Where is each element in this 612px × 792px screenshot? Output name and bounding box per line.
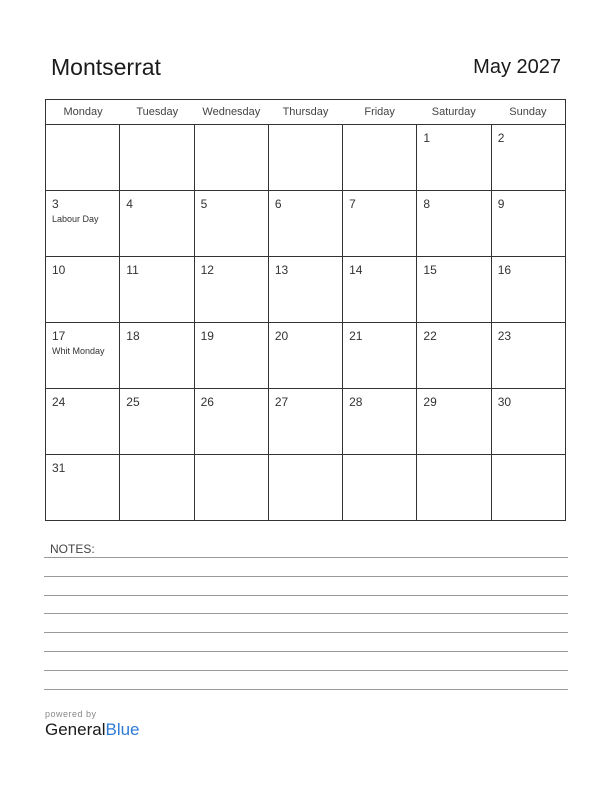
day-number: 8 [423, 197, 431, 211]
weekday-header-row [46, 100, 565, 125]
weekday-friday: Friday [364, 106, 395, 118]
day-cell[interactable] [343, 257, 417, 322]
notes-label: NOTES: [50, 542, 95, 556]
week-row [46, 191, 565, 257]
day-cell[interactable] [492, 389, 565, 454]
day-cell[interactable] [343, 191, 417, 256]
day-number: 23 [497, 329, 512, 343]
day-number: 14 [349, 263, 363, 277]
week-row [46, 323, 565, 389]
day-number: 31 [52, 461, 66, 475]
day-number: 6 [274, 197, 282, 211]
brand-logo [45, 720, 140, 740]
day-cell[interactable] [417, 455, 491, 520]
day-cell[interactable] [269, 191, 343, 256]
day-cell[interactable] [120, 125, 194, 190]
weekday-monday: Monday [63, 106, 103, 118]
note-line [44, 576, 568, 577]
day-cell[interactable] [343, 125, 417, 190]
day-cell[interactable] [46, 191, 120, 256]
day-number: 3 [52, 197, 59, 211]
day-cell[interactable] [492, 257, 565, 322]
day-number: 17 [52, 329, 66, 343]
holiday-label: Labour Day [52, 214, 99, 224]
day-cell[interactable] [195, 389, 269, 454]
day-cell[interactable] [417, 125, 491, 190]
weekday-wednesday: Wednesday [202, 106, 261, 118]
brand-general: General [45, 720, 106, 739]
day-number: 11 [126, 263, 139, 277]
day-cell[interactable] [343, 323, 417, 388]
day-cell[interactable] [492, 455, 565, 520]
day-number: 24 [52, 395, 66, 409]
day-cell[interactable] [120, 257, 194, 322]
day-number: 10 [52, 263, 66, 277]
holiday-label: Whit Monday [52, 346, 105, 356]
day-cell[interactable] [46, 455, 120, 520]
day-number: 16 [497, 263, 512, 277]
day-cell[interactable] [46, 389, 120, 454]
day-cell[interactable] [343, 389, 417, 454]
note-line [44, 651, 568, 652]
day-number: 2 [497, 131, 505, 145]
day-cell[interactable] [195, 323, 269, 388]
day-number: 22 [423, 329, 437, 343]
day-cell[interactable] [269, 455, 343, 520]
day-cell[interactable] [492, 323, 565, 388]
day-cell[interactable] [269, 125, 343, 190]
week-row [46, 455, 565, 520]
day-cell[interactable] [120, 389, 194, 454]
day-cell[interactable] [195, 191, 269, 256]
day-cell[interactable] [417, 389, 491, 454]
powered-by-text: powered by [45, 709, 97, 719]
day-number: 27 [274, 395, 289, 409]
day-number: 30 [497, 395, 512, 409]
day-cell[interactable] [269, 323, 343, 388]
day-number: 20 [274, 329, 289, 343]
weekday-tuesday: Tuesday [136, 106, 179, 118]
day-number: 9 [497, 197, 505, 211]
day-cell[interactable] [120, 455, 194, 520]
day-cell[interactable] [195, 125, 269, 190]
day-cell[interactable] [417, 191, 491, 256]
generalblue-brand [45, 709, 140, 740]
week-row [46, 257, 565, 323]
day-number: 29 [423, 395, 437, 409]
day-cell[interactable] [492, 125, 565, 190]
day-cell[interactable] [46, 323, 120, 388]
weekday-thursday: Thursday [282, 106, 329, 118]
day-number: 12 [200, 263, 214, 277]
day-number: 15 [423, 263, 437, 277]
calendar-grid [45, 99, 566, 521]
day-number: 21 [349, 329, 363, 343]
day-number: 13 [274, 263, 289, 277]
day-cell[interactable] [492, 191, 565, 256]
day-cell[interactable] [417, 257, 491, 322]
day-number: 26 [200, 395, 214, 409]
day-cell[interactable] [120, 323, 194, 388]
note-line [44, 613, 568, 614]
day-cell[interactable] [46, 257, 120, 322]
day-number: 5 [200, 197, 208, 211]
day-number: 4 [126, 197, 133, 211]
day-cell[interactable] [269, 257, 343, 322]
day-cell[interactable] [46, 125, 120, 190]
day-cell[interactable] [269, 389, 343, 454]
day-number: 7 [349, 197, 356, 211]
day-number: 19 [200, 329, 214, 343]
calendar-month: May 2027 [473, 56, 561, 78]
note-line [44, 670, 568, 671]
note-line [44, 632, 568, 633]
note-line [44, 689, 568, 690]
weekday-sunday: Sunday [509, 106, 547, 118]
day-number: 28 [349, 395, 363, 409]
day-number: 1 [423, 131, 431, 145]
day-cell[interactable] [195, 257, 269, 322]
day-number: 25 [126, 395, 140, 409]
weekday-saturday: Saturday [431, 106, 476, 118]
day-cell[interactable] [417, 323, 491, 388]
day-number: 18 [126, 329, 140, 343]
day-cell[interactable] [343, 455, 417, 520]
note-line [44, 557, 568, 558]
brand-blue: Blue [105, 720, 140, 739]
week-row [46, 389, 565, 455]
calendar-title: Montserrat [51, 54, 161, 80]
note-line [44, 595, 568, 596]
day-cell[interactable] [195, 455, 269, 520]
week-row [46, 125, 565, 191]
day-cell[interactable] [120, 191, 194, 256]
